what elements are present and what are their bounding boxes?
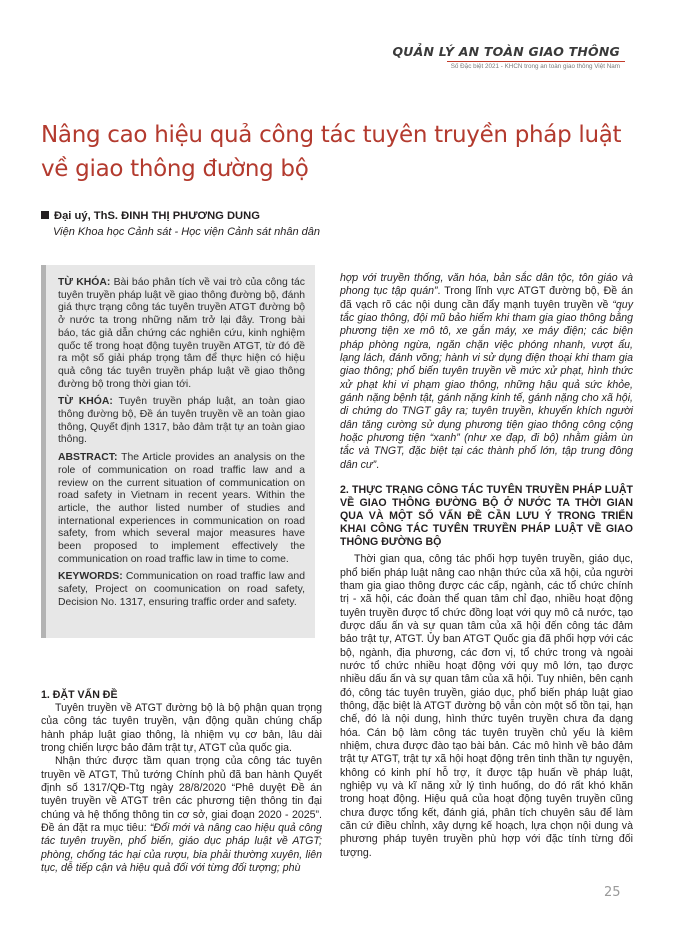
- section-1-paragraph-1: Tuyên truyền về ATGT đường bộ là bộ phận quan trọng của công tác tuyên truyền, vận động quần chúng chấp hành pháp luật giao thông, là nhiệm vụ cơ bản, lâu dài trong chiến lược bảo đảm trật tự, ATGT của quốc gia.: [41, 702, 322, 755]
- section-1-heading: 1. ĐẶT VẤN ĐỀ: [41, 689, 118, 701]
- en-keywords-text: Communication on road traffic law and safety, Project on coomunication on road safety, Decision No. 1317, ensuring traffic order and safety.: [58, 571, 305, 608]
- bullet-square-icon: [41, 211, 49, 219]
- right-column: [340, 272, 633, 860]
- section-2-heading: 2. THỰC TRẠNG CÔNG TÁC TUYÊN TRUYỀN PHÁP LUẬT VỀ GIAO THÔNG ĐƯỜNG BỘ Ở NƯỚC TA THỜI GIAN QUA VÀ MỘT SỐ VẤN ĐỀ CẦN LƯU Ý TRONG TRIỂN KHAI CÔNG TÁC TUYÊN TRUYỀN PHÁP LUẬT VỀ GIAO THÔNG ĐƯỜNG BỘ: [340, 484, 633, 549]
- continued-end: .: [376, 458, 380, 471]
- running-header-rule: [447, 61, 625, 62]
- article-title: Nâng cao hiệu quả công tác tuyên truyền pháp luật về giao thông đường bộ: [41, 122, 622, 182]
- paragraph-2-text: Nhận thức được tầm quan trọng của công tác tuyên truyền về ATGT, Thủ tướng Chính phủ đã ban hành Quyết định số 1317/QĐ-Ttg ngày 28/8/2020 “Phê duyệt Đề án tuyên truyền về ATGT trên các phương tiện thông tin đại chúng và hệ thống thông tin cơ sở, giai đoạn 2020 - 2025”. Đề án đặt ra mục tiêu:: [41, 755, 322, 835]
- vi-summary-label: TỪ KHÓA:: [58, 277, 111, 288]
- section-2-paragraph-1: Thời gian qua, công tác phối hợp tuyên truyền, giáo dục, phổ biến pháp luật nâng cao nhận thức của xã hội, của người tham gia giao thông được các cấp, ngành, các tổ chức chính trị - xã hội, các đoàn thể quan tâm chỉ đạo, nhiều hoạt động tuyên truyền được tổ chức đồng loạt với quy mô cả nước, tạo được dấu ấn và sự quan tâm của xã hội đến công tác đảm bảo trật tự, ATGT. Ủy ban ATGT Quốc gia đã phối hợp với các bộ, ngành, địa phương, các đơn vị, tổ chức trong và ngoài nước tổ chức nhiều hoạt động với quy mô lớn, tạo được nhiều dấu ấn và sự quan tâm của xã hội. Tuy nhiên, bên cạnh đó, công tác tuyên truyền, giáo dục, phổ biến pháp luật giao thông, đặc biệt là ATGT đường bộ vẫn còn một số tồn tại, hạn chế, đó là nội dung, hình thức tuyên truyền chưa đa dạng hóa. Cán bộ làm công tác tuyên truyền chủ yếu là kiêm nhiệm, chưa được đào tạo bài bản. Các mô hình về bảo đảm trật tự ATGT, trật tự xã hội hoạt động trên tinh thần tự nguyện, không có kinh phí hỗ trợ, ít được tập huấn về pháp luật, nghiệp vụ và kĩ năng xử lý tình huống, do đó rất khó khăn trong hoạt động. Hiệu quả của hoạt động tuyên truyền cũng chưa được tổng kết, đánh giá, phân tích chuyên sâu để làm căn cứ điều chỉnh, xây dựng kế hoạch, lựa chọn nội dung và phương pháp tuyên truyền phù hợp với đặc tính từng đối tượng.: [340, 553, 633, 859]
- page-number: 25: [604, 885, 621, 900]
- section-1-paragraph-2-continued: [340, 272, 633, 472]
- continued-text: . Trong lĩnh vực ATGT đường bộ, Đề án đã vạch rõ các nội dung cần đẩy mạnh tuyên truyền về: [340, 285, 634, 311]
- vi-keywords: [58, 396, 305, 447]
- vi-keywords-text: Tuyên truyền pháp luật, an toàn giao thông đường bộ, Đề án tuyên truyền về an toàn giao thông, Quyết định 1317, bảo đảm trật tự an toàn giao thông.: [58, 396, 305, 446]
- running-header-subtitle: Số Đặc biệt 2021 - KHCN trong an toàn giao thông Việt Nam: [450, 63, 620, 70]
- en-abstract-label: ABSTRACT:: [58, 452, 118, 464]
- left-column: [41, 702, 322, 875]
- vi-summary: [58, 277, 305, 391]
- en-abstract-text: The Article provides an analysis on the role of communication on road traffic law and a review on the current situation of communication on road safety in Vietnam in recent years. Within the article, the author listed number of studies and international experiences in communication on road safety, from which several major measures have been proposed to implement effectively the communication on road traffic law in time to come.: [58, 452, 305, 565]
- vi-keywords-label: TỪ KHÓA:: [58, 396, 113, 408]
- abstract-box: [41, 265, 315, 638]
- en-keywords-label: KEYWORDS:: [58, 571, 123, 583]
- running-header-title: QUẢN LÝ AN TOÀN GIAO THÔNG: [392, 44, 620, 59]
- continued-quote-2: “quy tắc giao thông, đội mũ bảo hiểm khi tham gia giao thông bằng phương tiện xe mô tô, xe gắn máy, xe máy điện; các biện pháp phòng ngừa, ngăn chặn việc phóng nhanh, vượt ẩu, lạng lách, đánh võng; hành vi sử dụng điện thoại khi tham gia giao thông; phổ biến tuyên truyền về mức xử phạt, hình thức xử phạt khi vi phạm giao thông, những hậu quả sức khỏe, gánh nặng bệnh tật, gánh nặng kinh tế, gánh nặng cho xã hội, di chứng do TNGT gây ra; tuyên truyền, khuyến khích người dân tăng cường sử dụng phương tiện giao thông công cộng hoặc phương tiện “xanh” (như xe đạp, đi bộ) nhằm giảm ùn tắc và TNGT, đặc biệt tại các thành phố lớn, tập trung đông dân cư”: [340, 298, 633, 471]
- continued-quote: hợp với truyền thống, văn hóa, bản sắc dân tộc, tôn giáo và phong tục tập quán”: [340, 272, 633, 298]
- author-line: [41, 210, 260, 222]
- paragraph-2-quote: “Đổi mới và nâng cao hiệu quả công tác tuyên truyền, phổ biến, giáo dục pháp luật về ATGT; phòng, chống tác hại của rượu, bia phải thường xuyên, liên tục, dễ tiếp cận và hiệu quả đối với từng đối tượng; phù: [41, 822, 323, 875]
- en-keywords: [58, 571, 305, 609]
- section-1-paragraph-2: [41, 755, 322, 875]
- author-name: Đại uý, ThS. ĐINH THỊ PHƯƠNG DUNG: [54, 210, 260, 222]
- en-abstract: [58, 452, 305, 566]
- vi-summary-text: Bài báo phân tích về vai trò của công tác tuyên truyền pháp luật về giao thông đường bộ, đánh giá thực trạng công tác tuyên truyền ATGT đường bộ ở nước ta trong những năm trở lại đây. Trong bài báo, tác giả dẫn chứng các nghiên cứu, kinh nghiệm quốc tế trong hoạt động tuyên truyền ATGT, từ đó đề ra một số giải pháp trọng tâm để thực hiện có hiệu quả công tác tuyên truyền pháp luật về giao thông đường bộ trong thời gian tới.: [58, 277, 305, 390]
- author-affiliation: Viện Khoa học Cảnh sát - Học viện Cảnh sát nhân dân: [53, 226, 321, 238]
